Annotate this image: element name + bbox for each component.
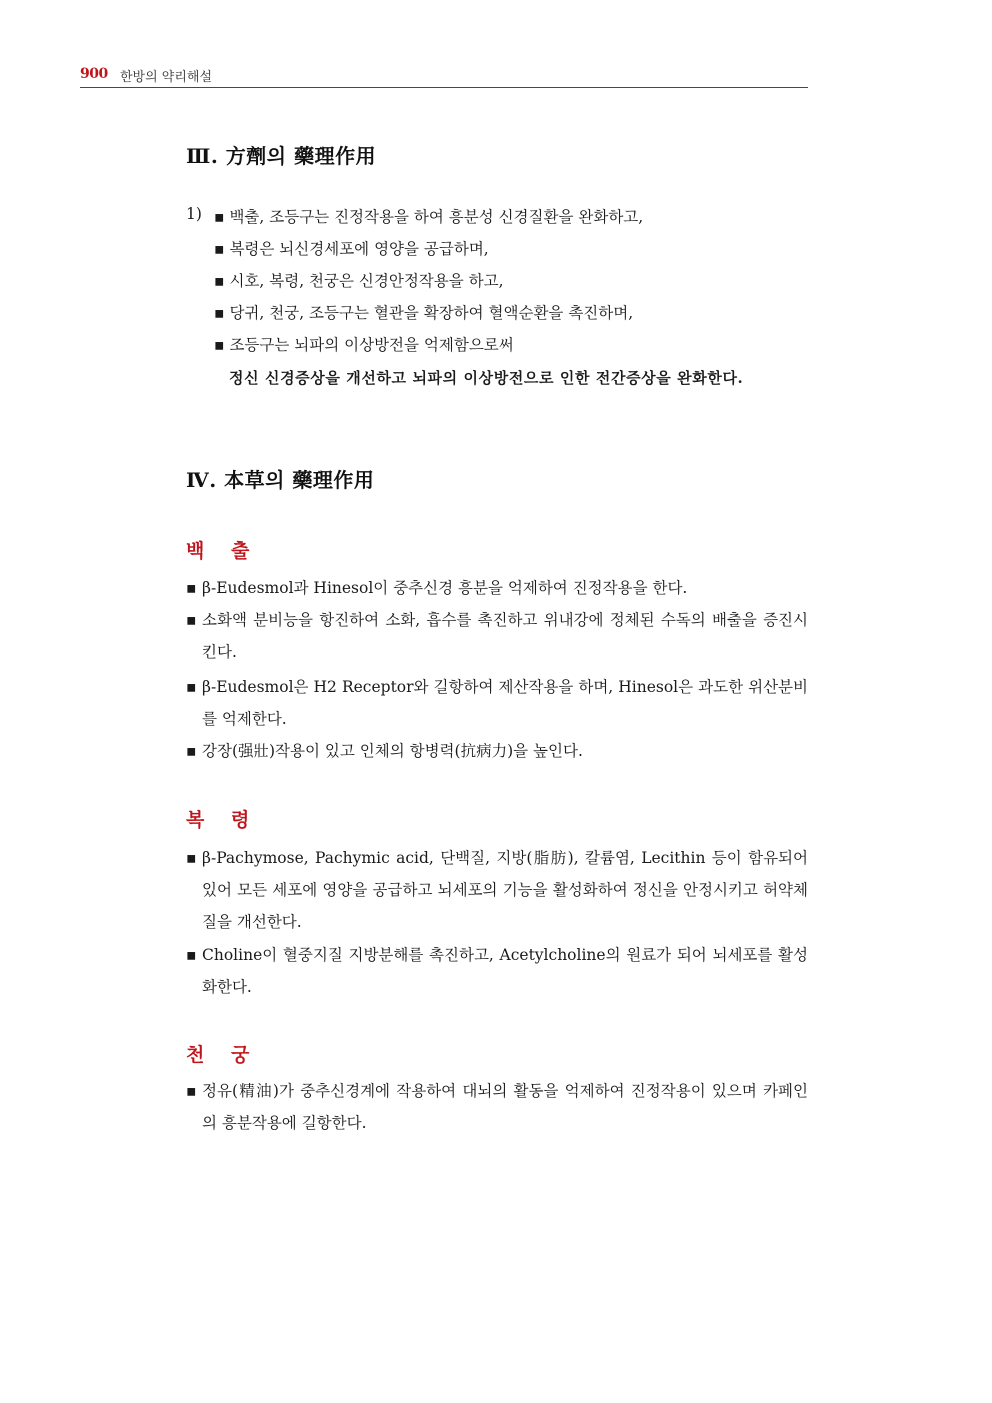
section-3-title: Ⅲ. 方劑의 藥理作用 [186,144,377,168]
bullet-icon: ▪ [214,272,225,290]
page-number: 900 [80,66,108,82]
item-number: 1) [186,205,202,223]
section-4-title: Ⅳ. 本草의 藥理作用 [186,468,375,492]
list-item: ▪ 조등구는 뇌파의 이상방전을 억제함으로써 [214,336,514,354]
list-item: ▪ β-Pachymose, Pachymic acid, 단백질, 지방(脂肪), 칼륨염, Lecithin 등이 함유되어 있어 모든 세포에 영양을 공급하고 뇌세포의 기능을 활성화하여 정신을 안정시키고 허약체질을 개선한다. [186,842,808,938]
list-item: ▪ 강장(强壯)작용이 있고 인체의 항병력(抗病力)을 높인다. [186,735,808,767]
list-item: ▪ 당귀, 천궁, 조등구는 혈관을 확장하여 혈액순환을 촉진하며, [214,304,634,322]
bullet-icon: ▪ [186,946,197,964]
herb-title-bokryeong: 복 령 [186,809,260,831]
list-item: ▪ β-Eudesmol은 H2 Receptor와 길항하여 제산작용을 하며, Hinesol은 과도한 위산분비를 억제한다. [186,671,808,735]
book-title: 한방의 약리해설 [120,70,213,85]
list-item: ▪ 소화액 분비능을 항진하여 소화, 흡수를 촉진하고 위내강에 정체된 수독의 배출을 증진시킨다. [186,604,808,668]
list-item: ▪ β-Eudesmol과 Hinesol이 중추신경 흥분을 억제하여 진정작용을 한다. [186,572,808,604]
list-item: ▪ 정유(精油)가 중추신경계에 작용하여 대뇌의 활동을 억제하여 진정작용이 있으며 카페인의 흥분작용에 길항한다. [186,1075,808,1139]
bullet-icon: ▪ [214,336,225,354]
herb-title-cheongung: 천 궁 [186,1044,260,1066]
list-item: ▪ 백출, 조등구는 진정작용을 하여 흥분성 신경질환을 완화하고, [214,208,644,226]
bullet-icon: ▪ [214,240,225,258]
bullet-icon: ▪ [214,304,225,322]
bullet-icon: ▪ [186,742,197,760]
bullet-icon: ▪ [186,579,197,597]
bullet-icon: ▪ [186,849,197,867]
herb-title-baekchul: 백 출 [186,540,260,562]
bullet-icon: ▪ [214,208,225,226]
bullet-icon: ▪ [186,678,197,696]
formula-conclusion: 정신 신경증상을 개선하고 뇌파의 이상방전으로 인한 전간증상을 완화한다. [229,369,744,387]
list-item: ▪ 복령은 뇌신경세포에 영양을 공급하며, [214,240,489,258]
list-item: ▪ Choline이 혈중지질 지방분해를 촉진하고, Acetylcholine의 원료가 되어 뇌세포를 활성화한다. [186,939,808,1003]
bullet-icon: ▪ [186,1082,197,1100]
list-item: ▪ 시호, 복령, 천궁은 신경안정작용을 하고, [214,272,504,290]
bullet-icon: ▪ [186,611,197,629]
page-header [80,66,808,88]
